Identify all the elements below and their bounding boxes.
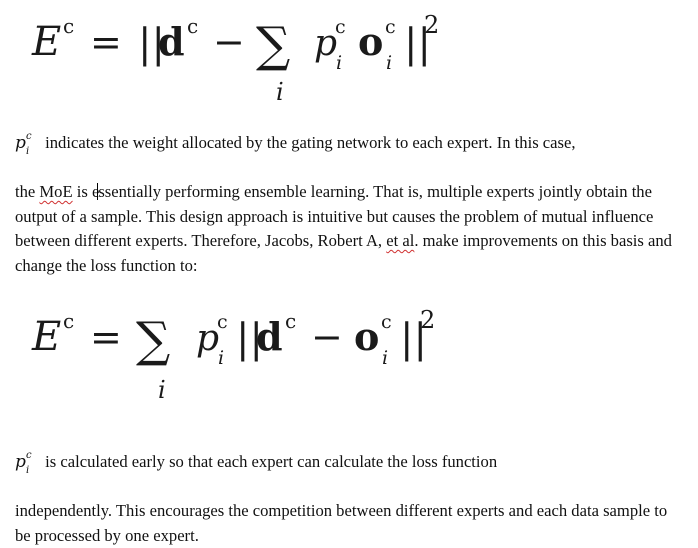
p-symbol-2-sub: i bbox=[26, 465, 30, 476]
equation-2 bbox=[28, 300, 668, 410]
eq1-equals: = bbox=[90, 20, 122, 64]
eq2-lhs: E bbox=[32, 314, 62, 360]
eq2-power: 2 bbox=[420, 306, 436, 334]
paragraph-1 bbox=[15, 131, 680, 278]
eq2-minus: − bbox=[311, 315, 343, 359]
p-symbol-1-base: p bbox=[15, 133, 26, 153]
paragraph-1-start: the bbox=[15, 182, 40, 201]
p-symbol-2-sup: c bbox=[26, 450, 32, 461]
eq1-o-sub: i bbox=[386, 52, 393, 74]
paragraph-1-line1: indicates the weight allocated by the gating network to each expert. In this case, bbox=[41, 133, 576, 152]
eq2-p: p bbox=[196, 318, 220, 359]
equation-1 bbox=[28, 5, 668, 115]
eq1-power: 2 bbox=[424, 11, 440, 39]
eq1-d: d bbox=[158, 19, 185, 64]
eq2-lhs-sup: c bbox=[63, 309, 75, 333]
eq2-o-sub: i bbox=[382, 347, 389, 369]
eq2-d-sup: c bbox=[285, 309, 297, 333]
p-symbol-1-sup: c bbox=[26, 131, 32, 142]
eq1-lhs-sup: c bbox=[63, 14, 75, 38]
eq2-norm-close: || bbox=[400, 316, 427, 362]
eq2-sum-index: i bbox=[158, 376, 166, 404]
paragraph-1-body: ssentially performing ensemble learning. That is, multiple experts jointly obtain the output of a sample. This design approach is intuitive but causes the problem of mutual influence between different experts. Therefore, Jacobs, Robert A, bbox=[15, 182, 654, 250]
eq2-o: o bbox=[354, 314, 380, 359]
eq1-minus: − bbox=[213, 20, 245, 64]
eq1-p-sup: c bbox=[335, 16, 346, 38]
eq2-sum: ∑ bbox=[136, 312, 171, 368]
eq1-lhs: E bbox=[32, 19, 62, 65]
p-symbol-2 bbox=[15, 450, 41, 475]
eq1-p: p bbox=[314, 23, 338, 64]
paragraph-2 bbox=[15, 450, 680, 548]
eq2-d: d bbox=[256, 314, 283, 359]
paragraph-2-body: independently. This encourages the competition between different experts and each data sample to be processed by one expert. bbox=[15, 501, 668, 545]
eq2-norm-open: || bbox=[236, 316, 263, 362]
moe-word: MoE bbox=[39, 182, 73, 201]
eq2-equals: = bbox=[90, 315, 122, 359]
eq1-p-sub: i bbox=[336, 52, 343, 74]
paragraph-2-line1: is calculated early so that each expert can calculate the loss function bbox=[41, 452, 498, 471]
p-symbol-1-sub: i bbox=[26, 146, 30, 157]
eq1-d-sup: c bbox=[187, 14, 199, 38]
eq1-sum-index: i bbox=[276, 78, 284, 106]
p-symbol-2-base: p bbox=[15, 452, 26, 472]
paragraph-1-end: . make improvements on this basis and change the loss function to: bbox=[15, 231, 672, 275]
eq2-o-sup: c bbox=[381, 311, 392, 333]
p-symbol-1 bbox=[15, 131, 41, 156]
eq2-p-sub: i bbox=[218, 347, 225, 369]
et-al-word: et al bbox=[386, 231, 415, 250]
eq1-norm-close: || bbox=[404, 21, 431, 67]
eq2-p-sup: c bbox=[217, 311, 228, 333]
eq1-o: o bbox=[358, 19, 384, 64]
paragraph-1-mid: is e bbox=[72, 182, 100, 201]
eq1-norm-open: || bbox=[138, 21, 165, 67]
eq1-o-sup: c bbox=[385, 16, 396, 38]
eq1-sum: ∑ bbox=[256, 17, 291, 73]
